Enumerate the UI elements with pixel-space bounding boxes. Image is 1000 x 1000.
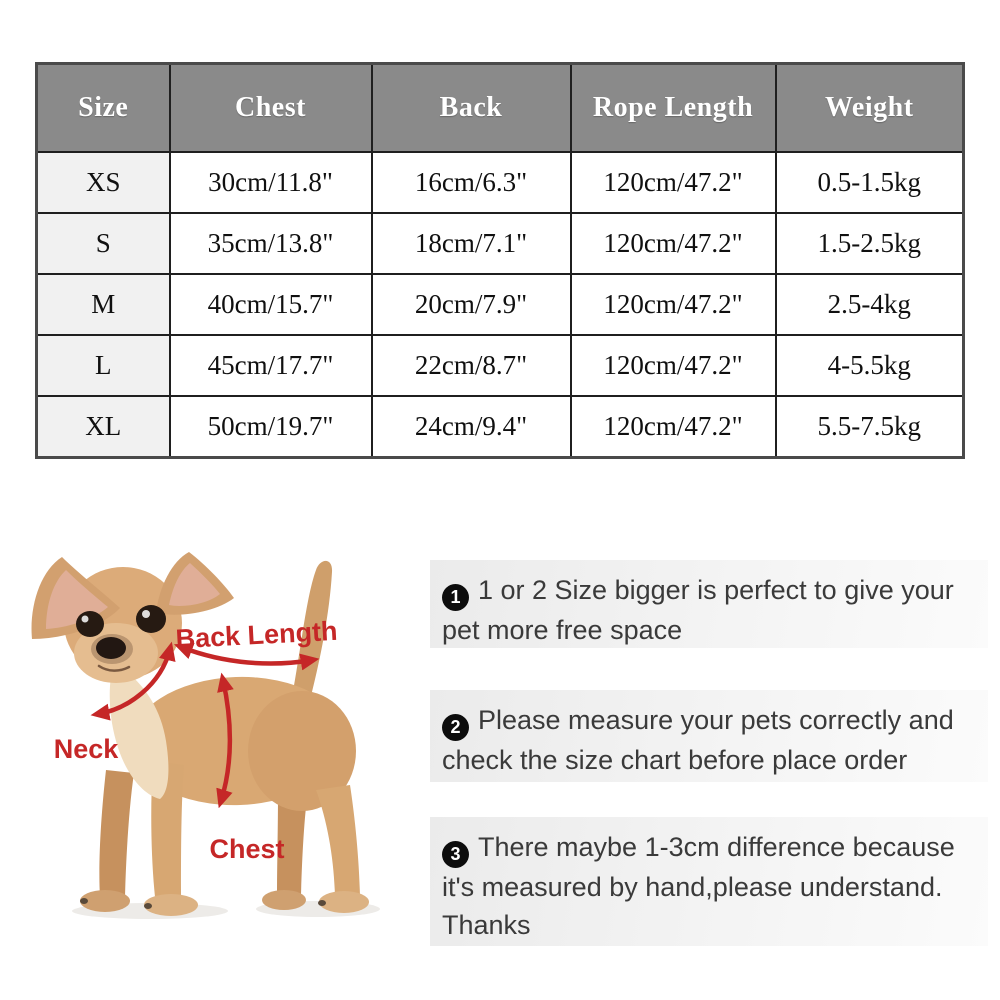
note-line: it's measured by hand,please understand. [442, 871, 943, 902]
table-cell: M [37, 274, 170, 335]
column-header-rope: Rope Length [571, 64, 776, 153]
table-cell: 24cm/9.4" [372, 396, 571, 458]
table-row [37, 152, 964, 213]
note-line: Thanks [442, 909, 531, 940]
dog-eye [76, 611, 104, 637]
table-row [37, 274, 964, 335]
table-cell: 45cm/17.7" [170, 335, 372, 396]
dog-eye [136, 605, 166, 633]
table-cell: 0.5-1.5kg [776, 152, 964, 213]
table-cell: 120cm/47.2" [571, 213, 776, 274]
table-cell: 40cm/15.7" [170, 274, 372, 335]
note-line: check the size chart before place order [442, 744, 908, 775]
table-cell: 16cm/6.3" [372, 152, 571, 213]
column-header-chest: Chest [170, 64, 372, 153]
note-1 [430, 560, 988, 648]
column-header-back: Back [372, 64, 571, 153]
note-line: pet more free space [442, 614, 683, 645]
dog-measurement-diagram [20, 545, 440, 945]
table-header-row [37, 64, 964, 153]
table-cell: 50cm/19.7" [170, 396, 372, 458]
table-cell: XL [37, 396, 170, 458]
table-cell: L [37, 335, 170, 396]
column-header-weight: Weight [776, 64, 964, 153]
table-cell: 4-5.5kg [776, 335, 964, 396]
note-line: There maybe 1-3cm difference because [478, 832, 955, 862]
column-header-size: Size [37, 64, 170, 153]
dog-nose [96, 637, 126, 659]
note-number-badge: 3 [442, 841, 469, 868]
neck-label: Neck [53, 734, 119, 764]
table-cell: 35cm/13.8" [170, 213, 372, 274]
table-cell: 2.5-4kg [776, 274, 964, 335]
table-cell: S [37, 213, 170, 274]
table-row [37, 335, 964, 396]
note-line: Please measure your pets correctly and [478, 705, 954, 735]
note-number-badge: 2 [442, 714, 469, 741]
table-row [37, 396, 964, 458]
table-cell: 1.5-2.5kg [776, 213, 964, 274]
table-cell: 120cm/47.2" [571, 152, 776, 213]
table-cell: 20cm/7.9" [372, 274, 571, 335]
size-table [35, 62, 965, 459]
table-cell: 30cm/11.8" [170, 152, 372, 213]
table-row [37, 213, 964, 274]
table-cell: 5.5-7.5kg [776, 396, 964, 458]
table-cell: 18cm/7.1" [372, 213, 571, 274]
note-3 [430, 817, 988, 946]
table-cell: 120cm/47.2" [571, 335, 776, 396]
note-number-badge: 1 [442, 584, 469, 611]
note-2 [430, 690, 988, 782]
table-cell: 22cm/8.7" [372, 335, 571, 396]
note-line: 1 or 2 Size bigger is perfect to give your [478, 575, 954, 605]
table-cell: XS [37, 152, 170, 213]
back-length-label: Back Length [174, 615, 339, 655]
table-cell: 120cm/47.2" [571, 274, 776, 335]
chest-label: Chest [209, 834, 285, 864]
table-cell: 120cm/47.2" [571, 396, 776, 458]
